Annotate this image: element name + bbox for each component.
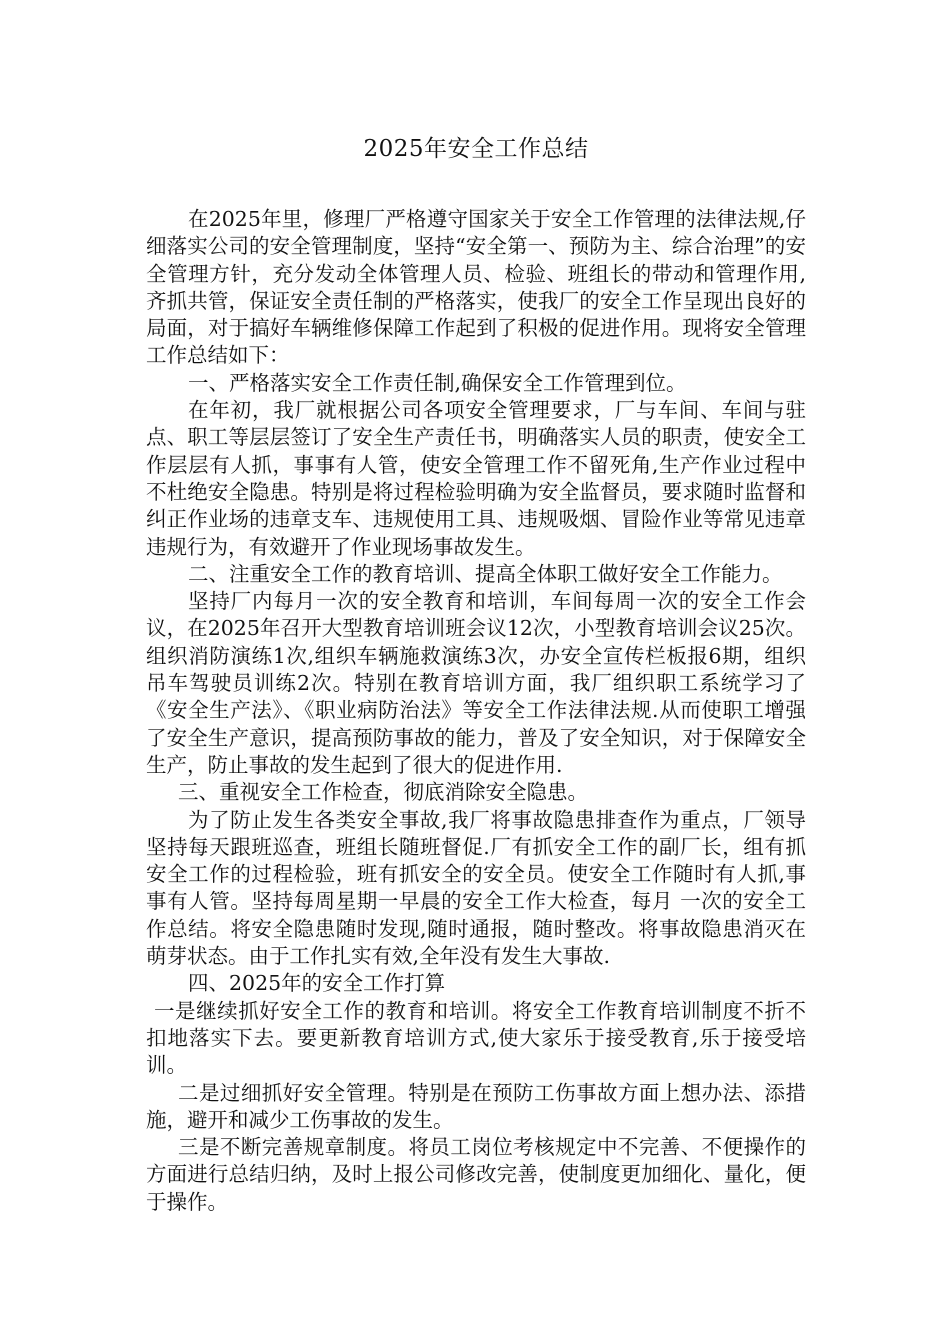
section-heading-1: 一、严格落实安全工作责任制,确保安全工作管理到位。 (188, 370, 687, 395)
section-heading-2: 二、注重安全工作的教育培训、提高全体职工做好安全工作能力。 (188, 561, 783, 586)
document-title: 2025年安全工作总结 (363, 136, 589, 162)
plan-item-2: 二是过细抓好安全管理。特别是在预防工伤事故方面上想办法、添措施，避开和减少工伤事故的发生。 (146, 1080, 806, 1132)
document-page (146, 132, 806, 1216)
section-body-1: 在年初，我厂就根据公司各项安全管理要求，厂与车间、车间与驻点、职工等层层签订了安全生产责任书，明确落实人员的职责，使安全工作层层有人抓，事事有人管，使安全管理工作不留死角,生产作业过程中不杜绝安全隐患。特别是将过程检验明确为安全监督员，要求随时监督和纠正作业场的违章支车、违规使用工具、违规吸烟、冒险作业等常见违章违规行为，有效避开了作业现场事故发生。 (146, 398, 806, 559)
section-heading-3: 三、重视安全工作检查，彻底消除安全隐患。 (178, 780, 588, 805)
section-body-3: 为了防止发生各类安全事故,我厂将事故隐患排查作为重点，厂领导坚持每天跟班巡查，班组长随班督促.厂有抓安全工作的副厂长，组有抓安全工作的过程检验，班有抓安全的安全员。使安全工作随时有人抓,事事有人管。坚持每周星期一早晨的安全工作大检查，每月 一次的安全工作总结。将安全隐患随时发现,随时通报，随时整改。将事故隐患消灭在萌芽状态。由于工作扎实有效,全年没有发生大事故. (146, 807, 806, 969)
plan-item-1: 一是继续抓好安全工作的教育和培训。将安全工作教育培训制度不折不扣地落实下去。要更新教育培训方式,使大家乐于接受教育,乐于接受培训。 (146, 998, 806, 1078)
plan-item-3: 三是不断完善规章制度。将员工岗位考核规定中不完善、不便操作的方面进行总结归纳，及时上报公司修改完善，使制度更加细化、量化，便于操作。 (146, 1135, 806, 1214)
intro-paragraph: 在2025年里，修理厂严格遵守国家关于安全工作管理的法律法规,仔细落实公司的安全管理制度，坚持“安全第一、预防为主、综合治理”的安全管理方针，充分发动全体管理人员、检验、班组长的带动和管理作用,齐抓共管，保证安全责任制的严格落实，使我厂的安全工作呈现出良好的局面，对于搞好车辆维修保障工作起到了积极的促进作用。现将安全管理工作总结如下： (146, 207, 806, 368)
section-heading-4: 四、2025年的安全工作打算 (188, 971, 446, 996)
section-body-2: 坚持厂内每月一次的安全教育和培训，车间每周一次的安全工作会议，在2025年召开大型教育培训班会议12次，小型教育培训会议25次。组织消防演练1次,组织车辆施救演练3次，办安全宣传栏板报6期，组织吊车驾驶员训练2次。特别在教育培训方面，我厂组织职工系统学习了《安全生产法》、《职业病防治法》等安全工作法律法规.从而使职工增强了安全生产意识，提高预防事故的能力，普及了安全知识，对于保障安全生产，防止事故的发生起到了很大的促进作用. (146, 589, 806, 777)
